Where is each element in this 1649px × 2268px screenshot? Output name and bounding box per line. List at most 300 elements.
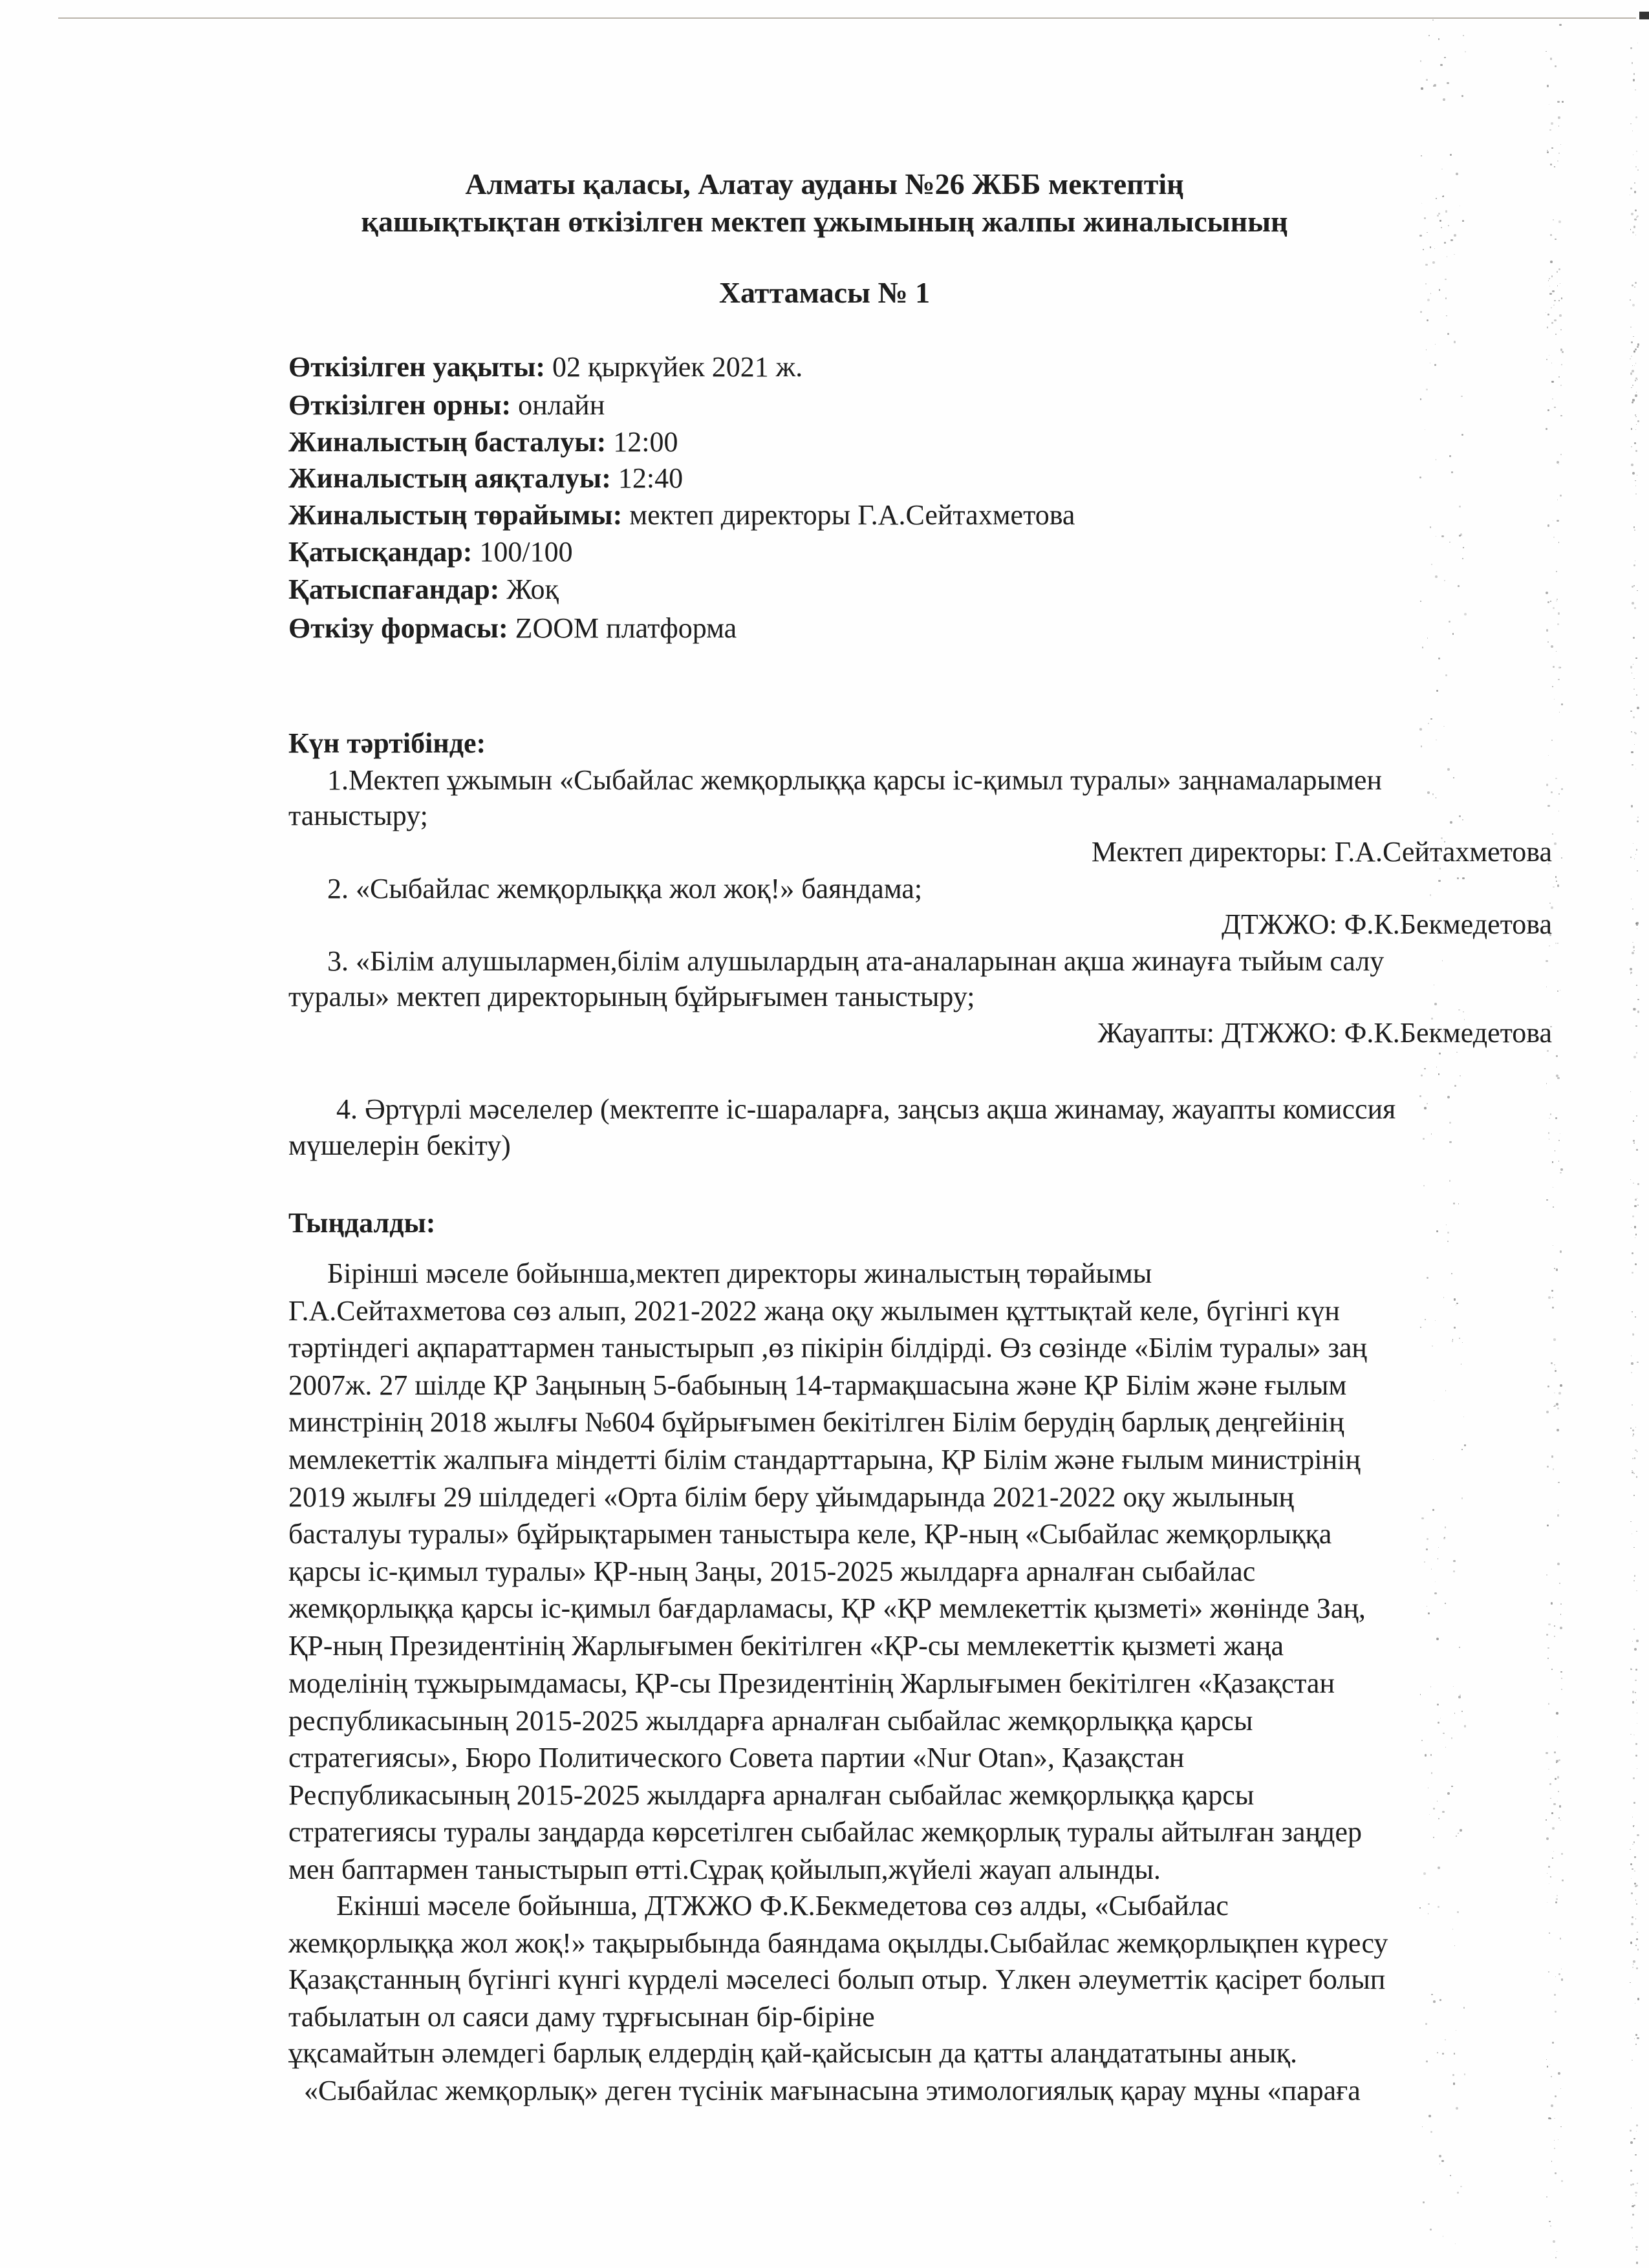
heard-line: моделінің тұжырымдамасы, ҚР-сы Президентінің Жарлығымен бекітілген «Қазақстан xyxy=(288,1667,1335,1699)
noise-speck xyxy=(1631,1923,1633,1925)
noise-speck xyxy=(1462,819,1463,820)
noise-speck xyxy=(1635,1316,1636,1318)
noise-speck xyxy=(1553,2240,1555,2243)
heard-line: басталуы туралы» бұйрықтарымен таныстыра келе, ҚР-ның «Сыбайлас жемқорлыққа xyxy=(288,1518,1332,1550)
noise-speck xyxy=(1632,1429,1635,1432)
noise-speck xyxy=(1548,1296,1551,1299)
noise-speck xyxy=(1557,271,1558,273)
noise-speck xyxy=(1635,733,1637,734)
noise-speck xyxy=(1552,398,1553,400)
noise-speck xyxy=(1546,784,1549,786)
noise-speck xyxy=(1561,2180,1562,2181)
noise-speck xyxy=(1453,1560,1456,1563)
noise-speck xyxy=(1553,607,1555,609)
noise-speck xyxy=(1554,2148,1555,2149)
noise-speck xyxy=(1435,575,1438,578)
noise-speck xyxy=(1428,2115,1431,2117)
noise-speck xyxy=(1631,1878,1632,1879)
agenda-item-1: 1.Мектеп ұжымын «Сыбайлас жемқорлыққа қарсы іс-қимыл туралы» заңнамаларымен xyxy=(327,764,1383,796)
noise-speck xyxy=(1458,585,1460,587)
noise-speck xyxy=(1442,1811,1445,1813)
noise-speck xyxy=(1546,2059,1547,2060)
noise-speck xyxy=(1551,2104,1553,2107)
noise-speck xyxy=(1450,821,1452,824)
noise-speck xyxy=(1551,1362,1553,1364)
noise-speck xyxy=(1443,1733,1445,1735)
noise-speck xyxy=(1560,1938,1562,1940)
noise-speck xyxy=(1558,376,1560,378)
noise-speck xyxy=(1461,396,1462,397)
noise-speck xyxy=(1633,1547,1634,1548)
noise-speck xyxy=(1454,1327,1456,1329)
noise-speck xyxy=(1632,1404,1633,1406)
noise-speck xyxy=(1456,2107,1458,2110)
noise-speck xyxy=(1554,842,1557,845)
noise-speck xyxy=(1635,2192,1637,2194)
noise-speck xyxy=(1635,854,1637,855)
noise-speck xyxy=(1427,1277,1428,1279)
noise-speck xyxy=(1632,2060,1633,2061)
noise-speck xyxy=(1449,1180,1450,1181)
noise-speck xyxy=(1432,1345,1433,1347)
noise-speck xyxy=(1632,2183,1634,2185)
noise-speck xyxy=(1547,641,1549,643)
heard-line: мемлекеттік жалпыға міндетті білім стандарттарына, ҚР Білім және ғылым министрінің xyxy=(288,1444,1361,1475)
noise-speck xyxy=(1455,2243,1456,2244)
noise-speck xyxy=(1557,101,1559,103)
info-value: мектеп директоры Г.А.Сейтахметова xyxy=(622,499,1075,531)
noise-speck xyxy=(1459,506,1461,508)
noise-speck xyxy=(1632,385,1633,386)
noise-speck xyxy=(1557,1563,1560,1565)
noise-speck xyxy=(1633,1140,1635,1142)
noise-speck xyxy=(1554,319,1556,321)
noise-speck xyxy=(1632,952,1634,954)
noise-speck xyxy=(1557,943,1558,944)
noise-speck xyxy=(1456,1835,1457,1837)
noise-speck xyxy=(1546,359,1548,361)
noise-speck xyxy=(1553,537,1555,538)
heard-line: жемқорлыққа қарсы іс-қимыл бағдарламасы, ҚР «ҚР мемлекеттік қызметі» жөнінде Заң, xyxy=(288,1592,1366,1624)
noise-speck xyxy=(1444,1537,1445,1538)
noise-speck xyxy=(1636,694,1637,696)
noise-speck xyxy=(1555,334,1557,335)
noise-speck xyxy=(1454,2053,1456,2055)
noise-speck xyxy=(1435,344,1436,345)
noise-speck xyxy=(1436,1230,1438,1232)
noise-speck xyxy=(1635,1199,1637,1201)
noise-speck xyxy=(1549,945,1550,947)
info-end xyxy=(288,464,683,493)
noise-speck xyxy=(1461,1497,1463,1499)
noise-speck xyxy=(1560,667,1561,668)
noise-speck xyxy=(1558,1482,1560,1484)
noise-speck xyxy=(1546,1411,1549,1413)
noise-speck xyxy=(1633,2138,1635,2140)
noise-speck xyxy=(1560,1820,1561,1821)
noise-speck xyxy=(1546,592,1548,594)
noise-speck xyxy=(1557,1895,1558,1896)
noise-speck xyxy=(1546,1574,1547,1576)
noise-speck xyxy=(1420,311,1422,313)
noise-speck xyxy=(1556,651,1557,652)
noise-speck xyxy=(1555,1370,1557,1372)
noise-speck xyxy=(1634,365,1635,366)
noise-speck xyxy=(1551,322,1553,324)
noise-speck xyxy=(1635,416,1637,418)
noise-speck xyxy=(1635,89,1636,91)
noise-speck xyxy=(1555,1901,1557,1903)
noise-speck xyxy=(1547,85,1549,87)
noise-speck xyxy=(1632,1691,1635,1693)
noise-speck xyxy=(1560,2088,1561,2089)
noise-speck xyxy=(1547,1385,1549,1387)
noise-speck xyxy=(1437,2052,1438,2053)
noise-speck xyxy=(1438,1906,1439,1908)
noise-speck xyxy=(1547,1873,1548,1874)
noise-speck xyxy=(1631,1892,1633,1894)
noise-speck xyxy=(1558,464,1559,465)
noise-speck xyxy=(1557,160,1558,162)
noise-speck xyxy=(1561,1978,1563,1980)
noise-speck xyxy=(1550,1876,1551,1878)
noise-speck xyxy=(1434,364,1436,366)
noise-speck xyxy=(1633,1120,1634,1122)
info-value: 12:40 xyxy=(610,462,684,494)
noise-speck xyxy=(1430,894,1431,895)
noise-speck xyxy=(1549,1783,1551,1785)
noise-speck xyxy=(1635,1234,1637,1236)
heard-line: 2019 жылғы 29 шілдедегі «Орта білім беру ұйымдарында 2021-2022 оқу жылының xyxy=(288,1481,1295,1513)
noise-speck xyxy=(1549,1932,1550,1934)
noise-speck xyxy=(1636,151,1637,152)
noise-speck xyxy=(1557,623,1559,625)
noise-speck xyxy=(1450,239,1452,241)
noise-speck xyxy=(1439,1053,1441,1054)
noise-speck xyxy=(1633,689,1635,690)
scan-corner-mark xyxy=(1639,12,1649,19)
noise-speck xyxy=(1440,64,1443,67)
noise-speck xyxy=(1464,613,1467,615)
noise-speck xyxy=(1451,1737,1452,1738)
info-format xyxy=(288,614,737,643)
noise-speck xyxy=(1427,319,1428,321)
noise-speck xyxy=(1430,1686,1432,1687)
noise-speck xyxy=(1560,454,1562,455)
noise-speck xyxy=(1632,1868,1633,1870)
noise-speck xyxy=(1438,880,1441,883)
noise-speck xyxy=(1557,1407,1559,1409)
noise-speck xyxy=(1554,1751,1556,1753)
noise-speck xyxy=(1548,1866,1550,1868)
noise-speck xyxy=(1633,585,1635,586)
noise-speck xyxy=(1554,1994,1556,1996)
info-chair xyxy=(288,501,1075,530)
heard-line: 2007ж. 27 шілде ҚР Заңының 5-бабының 14-тармақшасына және ҚР Білім және ғылым xyxy=(288,1369,1347,1401)
noise-speck xyxy=(1554,1636,1555,1637)
noise-speck xyxy=(1426,349,1427,350)
noise-speck xyxy=(1632,1435,1633,1437)
heard-line: Екінші мәселе бойынша, ДТЖЖО Ф.К.Бекмедетова сөз алды, «Сыбайлас xyxy=(336,1890,1229,1921)
noise-speck xyxy=(1551,1812,1553,1814)
noise-speck xyxy=(1427,791,1429,793)
noise-speck xyxy=(1428,35,1430,36)
info-value: 100/100 xyxy=(472,536,573,568)
noise-speck xyxy=(1430,1754,1432,1756)
noise-speck xyxy=(1421,745,1423,747)
noise-speck xyxy=(1464,1725,1466,1727)
noise-speck xyxy=(1561,703,1563,705)
heard-line: республикасының 2015-2025 жылдарға арналған сыбайлас жемқорлыққа қарсы xyxy=(288,1705,1253,1737)
noise-speck xyxy=(1552,2042,1554,2044)
noise-speck xyxy=(1630,1942,1633,1944)
noise-speck xyxy=(1453,777,1454,778)
noise-speck xyxy=(1464,2073,1465,2075)
noise-speck xyxy=(1635,394,1637,397)
noise-speck xyxy=(1630,372,1632,374)
heard-line: Республикасының 2015-2025 жылдарға арналған сыбайлас жемқорлыққа қарсы xyxy=(288,1779,1255,1811)
info-label: Жиналыстың аяқталуы: xyxy=(288,462,611,494)
noise-speck xyxy=(1636,1967,1638,1969)
noise-speck xyxy=(1450,2175,1451,2176)
noise-speck xyxy=(1547,314,1549,316)
noise-speck xyxy=(1636,424,1637,425)
noise-speck xyxy=(1630,2141,1633,2144)
noise-speck xyxy=(1631,428,1633,430)
noise-speck xyxy=(1433,1808,1435,1810)
noise-speck xyxy=(1637,817,1639,818)
noise-speck xyxy=(1436,459,1437,460)
noise-speck xyxy=(1426,79,1428,81)
noise-speck xyxy=(1461,1711,1463,1712)
noise-speck xyxy=(1439,1999,1441,2001)
noise-speck xyxy=(1634,1226,1636,1228)
noise-speck xyxy=(1632,908,1634,910)
noise-speck xyxy=(1637,1949,1639,1951)
noise-speck xyxy=(1560,1168,1563,1171)
noise-speck xyxy=(1634,442,1636,444)
noise-speck xyxy=(1558,116,1560,118)
noise-speck xyxy=(1637,2183,1638,2184)
noise-speck xyxy=(1633,1495,1635,1496)
noise-speck xyxy=(1425,264,1428,266)
noise-speck xyxy=(1436,690,1438,692)
noise-speck xyxy=(1636,1052,1638,1054)
noise-speck xyxy=(1456,1305,1457,1306)
noise-speck xyxy=(1631,356,1632,357)
noise-speck xyxy=(1457,2192,1459,2194)
noise-speck xyxy=(1422,647,1423,648)
heard-line: мен баптармен таныстырып өтті.Сұрақ қойылып,жүйелі жауап алынды. xyxy=(288,1854,1161,1885)
noise-speck xyxy=(1633,716,1635,718)
info-start xyxy=(288,428,678,456)
noise-speck xyxy=(1554,699,1555,700)
noise-speck xyxy=(1633,1056,1636,1058)
noise-speck xyxy=(1431,1772,1432,1773)
noise-speck xyxy=(1559,314,1562,317)
noise-speck xyxy=(1632,1916,1633,1918)
info-label: Қатысқандар: xyxy=(288,536,473,568)
noise-speck xyxy=(1438,1867,1440,1869)
noise-speck xyxy=(1441,535,1443,537)
noise-speck xyxy=(1557,599,1558,600)
noise-speck xyxy=(1560,1603,1562,1605)
noise-speck xyxy=(1432,1509,1434,1511)
noise-speck xyxy=(1552,833,1553,835)
noise-speck xyxy=(1434,1592,1437,1595)
noise-speck xyxy=(1633,1433,1635,1435)
noise-speck xyxy=(1630,47,1632,49)
noise-speck xyxy=(1420,398,1421,400)
noise-speck xyxy=(1632,1311,1633,1313)
noise-speck xyxy=(1546,1083,1547,1084)
noise-speck xyxy=(1438,658,1440,659)
noise-speck xyxy=(1443,98,1445,101)
noise-speck xyxy=(1420,60,1422,62)
noise-speck xyxy=(1546,960,1548,963)
noise-speck xyxy=(1421,1075,1423,1076)
noise-speck xyxy=(1635,2154,1637,2156)
noise-speck xyxy=(1443,726,1445,727)
noise-speck xyxy=(1460,533,1463,536)
noise-speck xyxy=(1555,2011,1557,2013)
noise-speck xyxy=(1433,1459,1434,1460)
noise-speck xyxy=(1631,387,1632,389)
noise-speck xyxy=(1451,1273,1452,1274)
noise-speck xyxy=(1438,1073,1439,1075)
document-title-line1: Алматы қаласы, Алатау ауданы №26 ЖББ мектептің xyxy=(465,167,1184,200)
noise-speck xyxy=(1546,629,1549,632)
noise-speck xyxy=(1546,2196,1547,2198)
noise-speck xyxy=(1633,678,1635,679)
noise-speck xyxy=(1459,815,1461,817)
noise-speck xyxy=(1560,495,1562,497)
noise-speck xyxy=(1632,1272,1633,1274)
noise-speck xyxy=(1556,1055,1558,1057)
noise-speck xyxy=(1460,1695,1461,1696)
noise-speck xyxy=(1432,19,1434,21)
noise-speck xyxy=(1456,1303,1458,1304)
noise-speck xyxy=(1635,1025,1637,1027)
noise-speck xyxy=(1546,51,1547,52)
noise-speck xyxy=(1554,407,1555,408)
noise-speck xyxy=(1633,1629,1635,1631)
noise-speck xyxy=(1633,1960,1635,1963)
noise-speck xyxy=(1633,564,1635,566)
noise-speck xyxy=(1547,1524,1549,1526)
noise-speck xyxy=(1547,524,1549,526)
noise-speck xyxy=(1454,1298,1456,1301)
noise-speck xyxy=(1460,1829,1462,1832)
noise-speck xyxy=(1547,601,1549,603)
protocol-title: Хаттамасы № 1 xyxy=(718,276,931,309)
noise-speck xyxy=(1558,1973,1560,1975)
noise-speck xyxy=(1454,1945,1456,1947)
noise-speck xyxy=(1637,2037,1639,2039)
noise-speck xyxy=(1635,1669,1637,1671)
noise-speck xyxy=(1558,1392,1561,1395)
noise-speck xyxy=(1443,2236,1444,2237)
noise-speck xyxy=(1551,740,1553,741)
noise-speck xyxy=(1560,385,1562,386)
noise-speck xyxy=(1424,1068,1425,1069)
noise-speck xyxy=(1548,1703,1550,1705)
noise-speck xyxy=(1429,1814,1430,1815)
noise-speck xyxy=(1427,1538,1428,1540)
info-value: 12:00 xyxy=(606,426,678,458)
noise-speck xyxy=(1447,1096,1450,1098)
noise-speck xyxy=(1553,1338,1556,1341)
noise-speck xyxy=(1632,1641,1633,1642)
heard-line: ҚР-ның Президентінің Жарлығымен бекітілген «ҚР-сы мемлекеттік қызметі жаңа xyxy=(288,1630,1284,1662)
noise-speck xyxy=(1630,1521,1632,1523)
noise-speck xyxy=(1547,1647,1549,1649)
noise-speck xyxy=(1461,1364,1462,1365)
heard-line: Қазақстанның бүгінгі күнгі күрделі мәселесі болып отыр. Үлкен әлеуметтік қасірет болып xyxy=(288,1963,1386,1995)
noise-speck xyxy=(1458,1203,1460,1204)
noise-speck xyxy=(1633,950,1635,952)
noise-speck xyxy=(1560,1250,1562,1253)
heard-line: ұқсамайтын әлемдегі барлық елдердің қай-қайсысын да қатты алаңдататыны анық. xyxy=(288,2037,1297,2069)
noise-speck xyxy=(1558,679,1560,681)
noise-speck xyxy=(1554,1364,1555,1365)
noise-speck xyxy=(1449,542,1450,543)
info-present xyxy=(288,538,573,566)
noise-speck xyxy=(1560,1627,1562,1629)
noise-speck xyxy=(1635,769,1637,770)
noise-speck xyxy=(1447,333,1450,336)
noise-speck xyxy=(1632,672,1633,674)
noise-speck xyxy=(1635,1680,1637,1682)
noise-speck xyxy=(1634,1825,1635,1826)
noise-speck xyxy=(1635,1743,1637,1745)
noise-speck xyxy=(1424,1561,1425,1563)
noise-speck xyxy=(1463,35,1464,36)
info-label: Өткізу формасы: xyxy=(288,612,508,644)
noise-speck xyxy=(1560,1671,1562,1673)
noise-speck xyxy=(1631,2227,1633,2229)
noise-speck xyxy=(1546,1837,1549,1840)
noise-speck xyxy=(1426,389,1428,390)
noise-speck xyxy=(1630,326,1632,328)
noise-speck xyxy=(1430,718,1432,720)
noise-speck xyxy=(1562,351,1564,353)
noise-speck xyxy=(1554,1268,1555,1269)
noise-speck xyxy=(1636,1590,1637,1592)
info-time xyxy=(288,353,803,381)
noise-speck xyxy=(1630,1428,1632,1429)
noise-speck xyxy=(1555,1368,1556,1369)
noise-speck xyxy=(1555,65,1557,67)
noise-speck xyxy=(1558,2072,1560,2075)
noise-speck xyxy=(1561,788,1563,790)
noise-speck xyxy=(1428,1913,1429,1914)
heard-line: стратегиясы», Бюро Политического Совета партии «Nur Otan», Қазақстан xyxy=(288,1742,1185,1773)
noise-speck xyxy=(1636,2249,1637,2251)
info-value: Жоқ xyxy=(499,573,559,605)
noise-speck xyxy=(1434,1003,1437,1005)
noise-speck xyxy=(1425,1754,1427,1756)
noise-speck xyxy=(1434,84,1436,86)
noise-speck xyxy=(1421,1740,1423,1741)
noise-speck xyxy=(1431,1133,1432,1134)
info-absent xyxy=(288,575,559,604)
noise-speck xyxy=(1561,1689,1562,1690)
noise-speck xyxy=(1433,1837,1435,1839)
noise-speck xyxy=(1547,1466,1549,1468)
noise-speck xyxy=(1635,2034,1637,2036)
noise-speck xyxy=(1444,242,1446,244)
